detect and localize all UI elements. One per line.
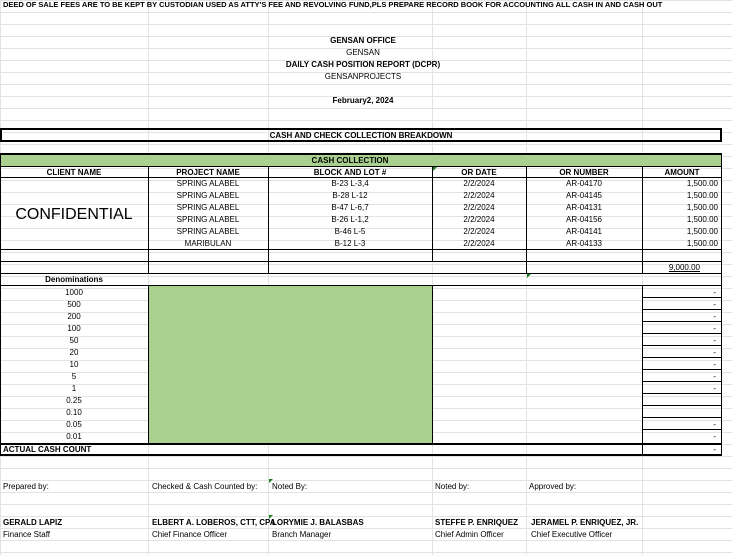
rows-bottom: [0, 249, 722, 250]
or-date: 2/2/2024: [463, 203, 495, 212]
col-client-name: CLIENT NAME: [46, 168, 102, 177]
denomination-amount: -: [713, 312, 716, 321]
or-date: 2/2/2024: [463, 191, 495, 200]
signatory-name: JERAMEL P. ENRIQUEZ, JR.: [531, 518, 639, 527]
comment-marker-icon: [433, 167, 437, 171]
block-lot: B-28 L-12: [332, 191, 368, 200]
denomination-value: 5: [71, 372, 77, 381]
or-number: AR-04141: [565, 227, 603, 236]
amount: 1,500.00: [686, 203, 718, 212]
signatory-title: Chief Finance Officer: [152, 530, 227, 539]
denomination-value: 1000: [65, 288, 83, 297]
breakdown-title: CASH AND CHECK COLLECTION BREAKDOWN: [269, 131, 453, 140]
or-number: AR-04170: [565, 179, 603, 188]
or-date: 2/2/2024: [463, 215, 495, 224]
denomination-value: 0.01: [66, 432, 82, 441]
prepared-by-label: Prepared by:: [3, 482, 49, 491]
denomination-amount: -: [713, 420, 716, 429]
denomination-amount: -: [713, 324, 716, 333]
denomination-value: 20: [69, 348, 79, 357]
or-number: AR-04131: [565, 203, 603, 212]
or-date: 2/2/2024: [463, 227, 495, 236]
denomination-amount: -: [713, 288, 716, 297]
block-lot: B-47 L-6,7: [331, 203, 369, 212]
denomination-amount: -: [713, 372, 716, 381]
denominations-header: Denominations: [45, 275, 103, 284]
project-name: SPRING ALABEL: [176, 191, 240, 200]
total-amount: 9,000.00: [668, 263, 700, 272]
block-lot: B-46 L-5: [334, 227, 366, 236]
signatory-title: Chief Admin Officer: [435, 530, 504, 539]
signatory-name: STEFFE P. ENRIQUEZ: [435, 518, 518, 527]
signatory-name: GERALD LAPIZ: [3, 518, 63, 527]
project-name: MARIBULAN: [184, 239, 232, 248]
approved-by-label: Approved by:: [529, 482, 577, 491]
project-name: SPRING ALABEL: [176, 227, 240, 236]
comment-marker-icon: [269, 479, 273, 483]
denomination-value: 10: [69, 360, 79, 369]
group-header: CASH COLLECTION: [311, 156, 389, 165]
block-lot: B-23 L-3,4: [331, 179, 369, 188]
comment-marker-icon: [269, 515, 273, 519]
denomination-value: 0.25: [66, 396, 82, 405]
denomination-value: 50: [69, 336, 79, 345]
comment-marker-icon: [527, 274, 531, 278]
total-bottom: [0, 273, 722, 274]
project-name: SPRING ALABEL: [176, 215, 240, 224]
projects-label: GENSANPROJECTS: [324, 72, 402, 81]
client-confidential: CONFIDENTIAL: [15, 206, 133, 223]
actual-cash-label: ACTUAL CASH COUNT: [3, 445, 92, 454]
table-top-border: [0, 153, 722, 155]
signatory-name: LORYMIE J. BALASBAS: [272, 518, 364, 527]
or-number: AR-04156: [565, 215, 603, 224]
col-or-date: OR DATE: [461, 168, 497, 177]
amount: 1,500.00: [686, 215, 718, 224]
or-number: AR-04145: [565, 191, 603, 200]
col-block-lot: BLOCK AND LOT #: [313, 168, 387, 177]
denomination-amount: -: [713, 348, 716, 357]
project-name: SPRING ALABEL: [176, 179, 240, 188]
block-lot: B-26 L-1,2: [331, 215, 369, 224]
header-bottom: [0, 177, 722, 178]
amount: 1,500.00: [686, 227, 718, 236]
denomination-value: 1: [71, 384, 77, 393]
or-date: 2/2/2024: [463, 239, 495, 248]
amount: 1,500.00: [686, 179, 718, 188]
col-project-name: PROJECT NAME: [176, 168, 240, 177]
denomination-amount: -: [713, 360, 716, 369]
actual-cash-value: -: [713, 445, 716, 454]
noted-by-label-2: Noted by:: [435, 482, 470, 491]
header-divider: [0, 166, 722, 167]
signatory-title: Chief Executive Officer: [531, 530, 613, 539]
report-date: February2, 2024: [332, 96, 394, 105]
denomination-amount: -: [713, 336, 716, 345]
notice-text: DEED OF SALE FEES ARE TO BE KEPT BY CUSTODIAN USED AS ATTY'S FEE AND REVOLVING FUND,PLS PREPARE RECORD BOOK FOR ACCOUNTING ALL CASH IN AND CASH OUT: [3, 0, 663, 9]
signatory-name: ELBERT A. LOBEROS, CTT, CPA: [152, 518, 276, 527]
signatory-title: Branch Manager: [272, 530, 332, 539]
checked-by-label: Checked & Cash Counted by:: [152, 482, 258, 491]
col-or-number: OR NUMBER: [559, 168, 609, 177]
denomination-value: 100: [67, 324, 81, 333]
denomination-value: 200: [67, 312, 81, 321]
block-lot: B-12 L-3: [334, 239, 366, 248]
amount: 1,500.00: [686, 191, 718, 200]
col-amount: AMOUNT: [664, 168, 700, 177]
report-title: DAILY CASH POSITION REPORT (DCPR): [285, 60, 441, 69]
denomination-amount: -: [713, 300, 716, 309]
office-name: GENSAN OFFICE: [330, 36, 396, 45]
or-date: 2/2/2024: [463, 179, 495, 188]
denomination-value: 500: [67, 300, 81, 309]
denomination-value: 0.05: [66, 420, 82, 429]
total-divider: [0, 261, 722, 262]
amount: 1,500.00: [686, 239, 718, 248]
denomination-fill: [149, 286, 432, 443]
project-name: SPRING ALABEL: [176, 203, 240, 212]
signatory-title: Finance Staff: [3, 530, 50, 539]
denomination-amount: -: [713, 384, 716, 393]
denomination-value: 0.10: [66, 408, 82, 417]
office-city: GENSAN: [346, 48, 380, 57]
denomination-amount: -: [713, 432, 716, 441]
or-number: AR-04133: [565, 239, 603, 248]
noted-by-label: Noted By:: [272, 482, 308, 491]
